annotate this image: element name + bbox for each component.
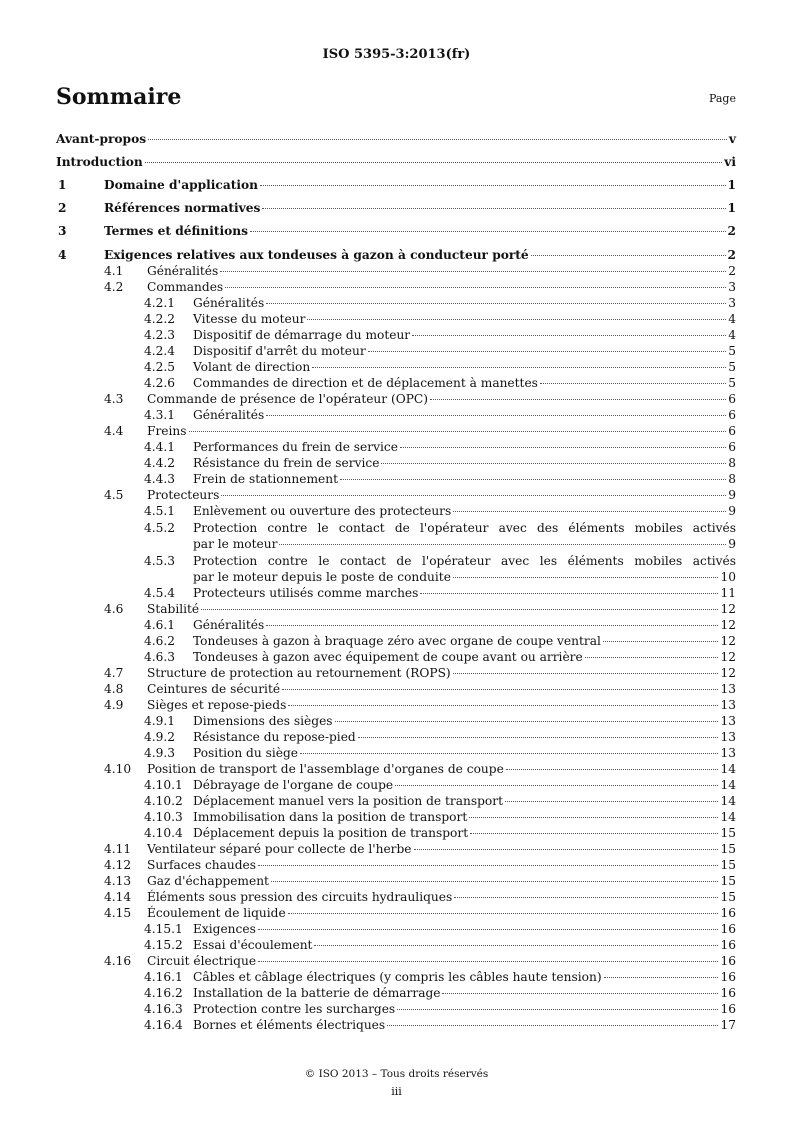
toc-entry-label: Déplacement manuel vers la position de transport [193, 794, 503, 808]
toc-entry-page: 13 [720, 714, 736, 728]
toc-entry-label: Ceintures de sécurité [147, 682, 281, 696]
toc-entry-number: 4.7 [104, 666, 124, 680]
toc-entry[interactable] [0, 344, 793, 358]
toc-entry-number: 4.13 [104, 874, 132, 888]
toc-entry-label: Surfaces chaudes [147, 858, 257, 872]
toc-entry-number: 4.16.1 [144, 970, 183, 984]
toc-entry[interactable] [0, 178, 793, 192]
toc-entry[interactable] [0, 650, 793, 664]
toc-entry-page: 16 [720, 986, 736, 1000]
toc-dot-leader [604, 977, 719, 978]
toc-entry-number: 4.2.3 [144, 328, 176, 342]
toc-entry-page: 5 [728, 360, 736, 374]
toc-entry-number: 4.15.1 [144, 922, 183, 936]
toc-dot-leader [262, 208, 725, 209]
toc-entry-number: 4.12 [104, 858, 132, 872]
toc-entry-page: 13 [720, 746, 736, 760]
toc-entry[interactable] [0, 954, 793, 968]
document-header: ISO 5395-3:2013(fr) [322, 47, 471, 62]
toc-entry-number: 4.8 [104, 682, 124, 696]
toc-entry-page: 4 [728, 312, 736, 326]
toc-entry-page: 16 [720, 954, 736, 968]
toc-dot-leader [189, 431, 727, 432]
toc-dot-leader [442, 993, 718, 994]
toc-entry-number: 4.4.3 [144, 472, 176, 486]
toc-entry[interactable] [0, 874, 793, 888]
toc-entry-label: Avant-propos [56, 132, 147, 146]
toc-dot-leader [453, 511, 726, 512]
toc-dot-leader [585, 657, 719, 658]
toc-dot-leader [250, 231, 726, 232]
toc-entry-page: 2 [727, 248, 736, 262]
toc-dot-leader [506, 769, 719, 770]
toc-dot-leader [400, 447, 726, 448]
toc-dot-leader [258, 961, 718, 962]
toc-entry-number: 4.9.3 [144, 746, 176, 760]
toc-entry-number: 4.2 [104, 280, 124, 294]
toc-entry[interactable] [0, 746, 793, 760]
toc-entry[interactable] [0, 456, 793, 470]
toc-entry[interactable] [0, 730, 793, 744]
toc-entry-label: Généralités [193, 296, 265, 310]
toc-entry-page: 1 [727, 201, 736, 215]
toc-entry-number: 4.16.4 [144, 1018, 183, 1032]
toc-entry[interactable] [0, 1002, 793, 1016]
toc-entry-label: Introduction [56, 155, 143, 169]
toc-dot-leader [335, 721, 719, 722]
toc-dot-leader [300, 753, 719, 754]
toc-entry-number: 4.9 [104, 698, 124, 712]
toc-dot-leader [260, 185, 726, 186]
toc-entry-label: Protecteurs [147, 488, 220, 502]
toc-entry-label: Protection contre les surcharges [193, 1002, 396, 1016]
toc-entry-label: Commande de présence de l'opérateur (OPC) [147, 392, 429, 406]
toc-entry-number: 4.6.1 [144, 618, 176, 632]
toc-dot-leader [282, 689, 718, 690]
toc-entry-label: Position du siège [193, 746, 298, 760]
toc-entry-label: Ventilateur séparé pour collecte de l'herbe [147, 842, 412, 856]
toc-dot-leader [395, 785, 718, 786]
toc-entry-page: 3 [728, 280, 736, 294]
toc-entry[interactable] [0, 376, 793, 390]
toc-entry[interactable] [0, 986, 793, 1000]
page-column-label: Page [708, 92, 736, 105]
toc-entry[interactable] [0, 666, 793, 680]
toc-entry-number: 4.5.2 [144, 521, 176, 535]
toc-entry-number: 4.2.6 [144, 376, 176, 390]
toc-dot-leader [340, 479, 726, 480]
toc-entry[interactable] [0, 201, 793, 215]
toc-entry-label: Généralités [147, 264, 219, 278]
toc-entry-number: 4.4 [104, 424, 124, 438]
toc-entry-page: 13 [720, 682, 736, 696]
toc-entry-page: 8 [728, 456, 736, 470]
toc-entry-label: par le moteur depuis le poste de conduite [193, 570, 451, 584]
toc-entry-page: 5 [728, 344, 736, 358]
toc-dot-leader [430, 399, 726, 400]
page-title: Sommaire [56, 84, 182, 110]
toc-entry-page: 16 [720, 970, 736, 984]
toc-entry-number: 4.15 [104, 906, 132, 920]
toc-entry[interactable] [0, 224, 793, 238]
toc-entry[interactable] [0, 424, 793, 438]
toc-entry-number: 4.9.1 [144, 714, 176, 728]
toc-entry[interactable] [0, 488, 793, 502]
toc-entry[interactable] [0, 602, 793, 616]
toc-entry-number: 4.2.1 [144, 296, 176, 310]
toc-entry-label: Performances du frein de service [193, 440, 398, 454]
toc-entry[interactable] [0, 858, 793, 872]
toc-entry-page: 17 [720, 1018, 736, 1032]
toc-dot-leader [470, 833, 718, 834]
toc-entry-label: Résistance du frein de service [193, 456, 380, 470]
toc-entry[interactable] [0, 586, 793, 600]
toc-entry[interactable] [0, 264, 793, 278]
toc-entry[interactable] [0, 922, 793, 936]
toc-entry[interactable] [0, 682, 793, 696]
toc-entry-page: 15 [720, 826, 736, 840]
toc-entry[interactable] [0, 328, 793, 342]
toc-dot-leader [381, 463, 726, 464]
toc-entry-label: Tondeuses à gazon avec équipement de coupe avant ou arrière [193, 650, 583, 664]
toc-entry-number: 4.10.3 [144, 810, 183, 824]
toc-entry-number: 4.16 [104, 954, 132, 968]
toc-dot-leader [288, 913, 719, 914]
toc-entry-page: 13 [720, 730, 736, 744]
toc-dot-leader [314, 945, 718, 946]
toc-entry-number: 1 [58, 178, 67, 192]
toc-entry-label: Position de transport de l'assemblage d'organes de coupe [147, 762, 504, 776]
toc-entry-page: 16 [720, 1002, 736, 1016]
toc-dot-leader [271, 881, 719, 882]
toc-entry-page: 15 [720, 858, 736, 872]
toc-entry-number: 4.3.1 [144, 408, 176, 422]
toc-entry-label: Dispositif de démarrage du moteur [193, 328, 411, 342]
toc-entry-page: 5 [728, 376, 736, 390]
toc-entry-number: 4.3 [104, 392, 124, 406]
toc-dot-leader [414, 849, 719, 850]
toc-entry[interactable] [0, 810, 793, 824]
toc-entry-page: 15 [720, 874, 736, 888]
toc-entry-label: Installation de la batterie de démarrage [193, 986, 441, 1000]
toc-entry-label: Protecteurs utilisés comme marches [193, 586, 419, 600]
toc-entry-number: 4.14 [104, 890, 132, 904]
toc-entry-label: Dimensions des sièges [193, 714, 333, 728]
toc-dot-leader [148, 139, 727, 140]
toc-entry-number: 4.16.3 [144, 1002, 183, 1016]
toc-entry-label: Références normatives [104, 201, 261, 215]
toc-entry-label: Gaz d'échappement [147, 874, 269, 888]
toc-entry[interactable] [0, 392, 793, 406]
toc-entry[interactable] [0, 280, 793, 294]
toc-entry-label: Commandes [147, 280, 224, 294]
toc-entry-label: Sièges et repose-pieds [147, 698, 287, 712]
toc-entry-label: Vitesse du moteur [193, 312, 306, 326]
toc-entry-page: 6 [728, 392, 736, 406]
toc-entry-label: Écoulement de liquide [147, 906, 286, 920]
toc-entry-number: 4.9.2 [144, 730, 176, 744]
toc-entry-label: Dispositif d'arrêt du moteur [193, 344, 366, 358]
toc-dot-leader [453, 673, 719, 674]
toc-entry-page: v [728, 132, 736, 146]
toc-dot-leader [387, 1025, 718, 1026]
toc-entry-label: Exigences [193, 922, 256, 936]
toc-entry[interactable] [0, 714, 793, 728]
toc-entry-number: 4.5 [104, 488, 124, 502]
toc-dot-leader [201, 609, 718, 610]
toc-entry-label: Enlèvement ou ouverture des protecteurs [193, 504, 452, 518]
toc-entry-label: Frein de stationnement [193, 472, 338, 486]
toc-dot-leader [531, 255, 726, 256]
toc-entry-label: Volant de direction [193, 360, 311, 374]
toc-entry-page: 6 [728, 424, 736, 438]
toc-dot-leader [469, 817, 718, 818]
toc-dot-leader [397, 1009, 718, 1010]
toc-entry-number: 4.4.2 [144, 456, 176, 470]
toc-entry[interactable] [0, 762, 793, 776]
toc-entry-label: Câbles et câblage électriques (y compris les câbles haute tension) [193, 970, 602, 984]
toc-entry[interactable] [0, 248, 793, 262]
toc-entry-page: 12 [720, 650, 736, 664]
toc-entry[interactable] [0, 938, 793, 952]
toc-entry-page: 11 [720, 586, 736, 600]
toc-dot-leader [505, 801, 719, 802]
toc-entry[interactable] [0, 504, 793, 518]
toc-entry-page: 8 [728, 472, 736, 486]
toc-dot-leader [225, 287, 726, 288]
toc-entry-page: 16 [720, 938, 736, 952]
toc-dot-leader [266, 625, 718, 626]
toc-entry-number: 4.6.3 [144, 650, 176, 664]
toc-entry-number: 4.2.4 [144, 344, 176, 358]
toc-entry-page: vi [724, 155, 736, 169]
toc-entry-label: Déplacement depuis la position de transport [193, 826, 469, 840]
toc-entry[interactable] [0, 360, 793, 374]
toc-entry-label: Structure de protection au retournement (ROPS) [147, 666, 451, 680]
toc-entry-page: 2 [728, 264, 736, 278]
toc-entry-page: 12 [720, 618, 736, 632]
toc-entry-number: 4.10.2 [144, 794, 183, 808]
toc-entry-label: Termes et définitions [104, 224, 248, 238]
toc-entry-label: Circuit électrique [147, 954, 257, 968]
toc-entry[interactable] [0, 537, 793, 551]
toc-dot-leader [220, 271, 726, 272]
toc-entry-page: 9 [728, 537, 736, 551]
toc-dot-leader [307, 319, 726, 320]
toc-entry-number: 4.1 [104, 264, 124, 278]
toc-entry[interactable] [0, 155, 793, 169]
toc-entry-number: 4.10.4 [144, 826, 183, 840]
toc-entry-label: Généralités [193, 618, 265, 632]
copyright-notice: © ISO 2013 – Tous droits réservés [304, 1068, 489, 1080]
toc-entry-line1 [0, 521, 793, 535]
toc-dot-leader [266, 415, 726, 416]
toc-entry[interactable] [0, 618, 793, 632]
toc-entry-label: Résistance du repose-pied [193, 730, 356, 744]
toc-entry[interactable] [0, 570, 793, 584]
toc-entry-label-line1: Protection contre le contact de l'opérateur avec les éléments mobiles activés [193, 554, 736, 568]
toc-entry-number: 4.10.1 [144, 778, 183, 792]
toc-entry[interactable] [0, 778, 793, 792]
toc-entry-label: Domaine d'application [104, 178, 258, 192]
toc-entry-label: par le moteur [193, 537, 278, 551]
toc-entry-label: Débrayage de l'organe de coupe [193, 778, 394, 792]
toc-entry-number: 3 [58, 224, 67, 238]
toc-dot-leader [368, 351, 727, 352]
toc-entry-label: Éléments sous pression des circuits hydrauliques [147, 890, 453, 904]
toc-dot-leader [145, 162, 722, 163]
toc-dot-leader [412, 335, 726, 336]
toc-entry-number: 4.5.3 [144, 554, 176, 568]
toc-dot-leader [540, 383, 726, 384]
toc-entry-number: 4.2.5 [144, 360, 176, 374]
toc-entry[interactable] [0, 472, 793, 486]
toc-entry[interactable] [0, 794, 793, 808]
toc-entry-number: 4.5.1 [144, 504, 176, 518]
toc-entry-label: Généralités [193, 408, 265, 422]
toc-dot-leader [420, 593, 718, 594]
toc-entry-page: 12 [720, 602, 736, 616]
toc-entry-page: 14 [720, 778, 736, 792]
toc-entry-number: 4.6 [104, 602, 124, 616]
toc-entry-page: 15 [720, 842, 736, 856]
toc-entry-number: 4.4.1 [144, 440, 176, 454]
toc-entry-page: 6 [728, 440, 736, 454]
toc-entry-number: 4.2.2 [144, 312, 176, 326]
toc-entry-page: 12 [720, 634, 736, 648]
toc-entry-label: Commandes de direction et de déplacement à manettes [193, 376, 538, 390]
toc-entry-label-line1: Protection contre le contact de l'opérateur avec des éléments mobiles activés [193, 521, 736, 535]
toc-entry[interactable] [0, 132, 793, 146]
toc-entry[interactable] [0, 408, 793, 422]
toc-entry-page: 12 [720, 666, 736, 680]
toc-dot-leader [358, 737, 719, 738]
toc-entry-number: 4.10 [104, 762, 132, 776]
toc-entry-label: Immobilisation dans la position de transport [193, 810, 468, 824]
toc-entry-number: 4.6.2 [144, 634, 176, 648]
toc-entry[interactable] [0, 312, 793, 326]
toc-entry[interactable] [0, 634, 793, 648]
toc-entry-page: 13 [720, 698, 736, 712]
toc-dot-leader [266, 303, 726, 304]
toc-entry-label: Tondeuses à gazon à braquage zéro avec organe de coupe ventral [193, 634, 601, 648]
toc-entry[interactable] [0, 826, 793, 840]
toc-entry-number: 4.5.4 [144, 586, 176, 600]
toc-dot-leader [258, 865, 718, 866]
toc-entry-page: 14 [720, 794, 736, 808]
toc-entry-page: 10 [720, 570, 736, 584]
toc-entry[interactable] [0, 698, 793, 712]
toc-dot-leader [221, 495, 726, 496]
toc-entry-page: 14 [720, 810, 736, 824]
toc-entry[interactable] [0, 296, 793, 310]
toc-entry-page: 4 [728, 328, 736, 342]
toc-entry-label: Bornes et éléments électriques [193, 1018, 386, 1032]
toc-entry[interactable] [0, 1018, 793, 1032]
toc-entry-page: 16 [720, 906, 736, 920]
toc-entry-page: 6 [728, 408, 736, 422]
toc-entry-number: 4.15.2 [144, 938, 183, 952]
toc-entry-number: 4.16.2 [144, 986, 183, 1000]
toc-entry[interactable] [0, 842, 793, 856]
toc-entry-page: 1 [727, 178, 736, 192]
toc-entry-number: 2 [58, 201, 67, 215]
toc-entry[interactable] [0, 906, 793, 920]
toc-entry-number: 4 [58, 248, 67, 262]
toc-entry[interactable] [0, 440, 793, 454]
toc-entry-page: 14 [720, 762, 736, 776]
toc-dot-leader [279, 544, 726, 545]
toc-entry-page: 15 [720, 890, 736, 904]
toc-entry[interactable] [0, 970, 793, 984]
toc-entry-line1 [0, 554, 793, 568]
toc-dot-leader [312, 367, 726, 368]
page-number: iii [391, 1085, 402, 1098]
toc-entry-page: 9 [728, 488, 736, 502]
toc-entry-label: Stabilité [147, 602, 200, 616]
toc-entry-label: Freins [147, 424, 187, 438]
toc-entry-label: Exigences relatives aux tondeuses à gazon à conducteur porté [104, 248, 529, 262]
toc-dot-leader [288, 705, 718, 706]
toc-entry-label: Essai d'écoulement [193, 938, 313, 952]
toc-dot-leader [258, 929, 719, 930]
toc-entry[interactable] [0, 890, 793, 904]
toc-entry-page: 9 [728, 504, 736, 518]
toc-entry-page: 2 [727, 224, 736, 238]
toc-entry-page: 3 [728, 296, 736, 310]
toc-dot-leader [603, 641, 719, 642]
toc-entry-page: 16 [720, 922, 736, 936]
toc-entry-number: 4.11 [104, 842, 132, 856]
toc-dot-leader [453, 577, 719, 578]
toc-dot-leader [454, 897, 718, 898]
